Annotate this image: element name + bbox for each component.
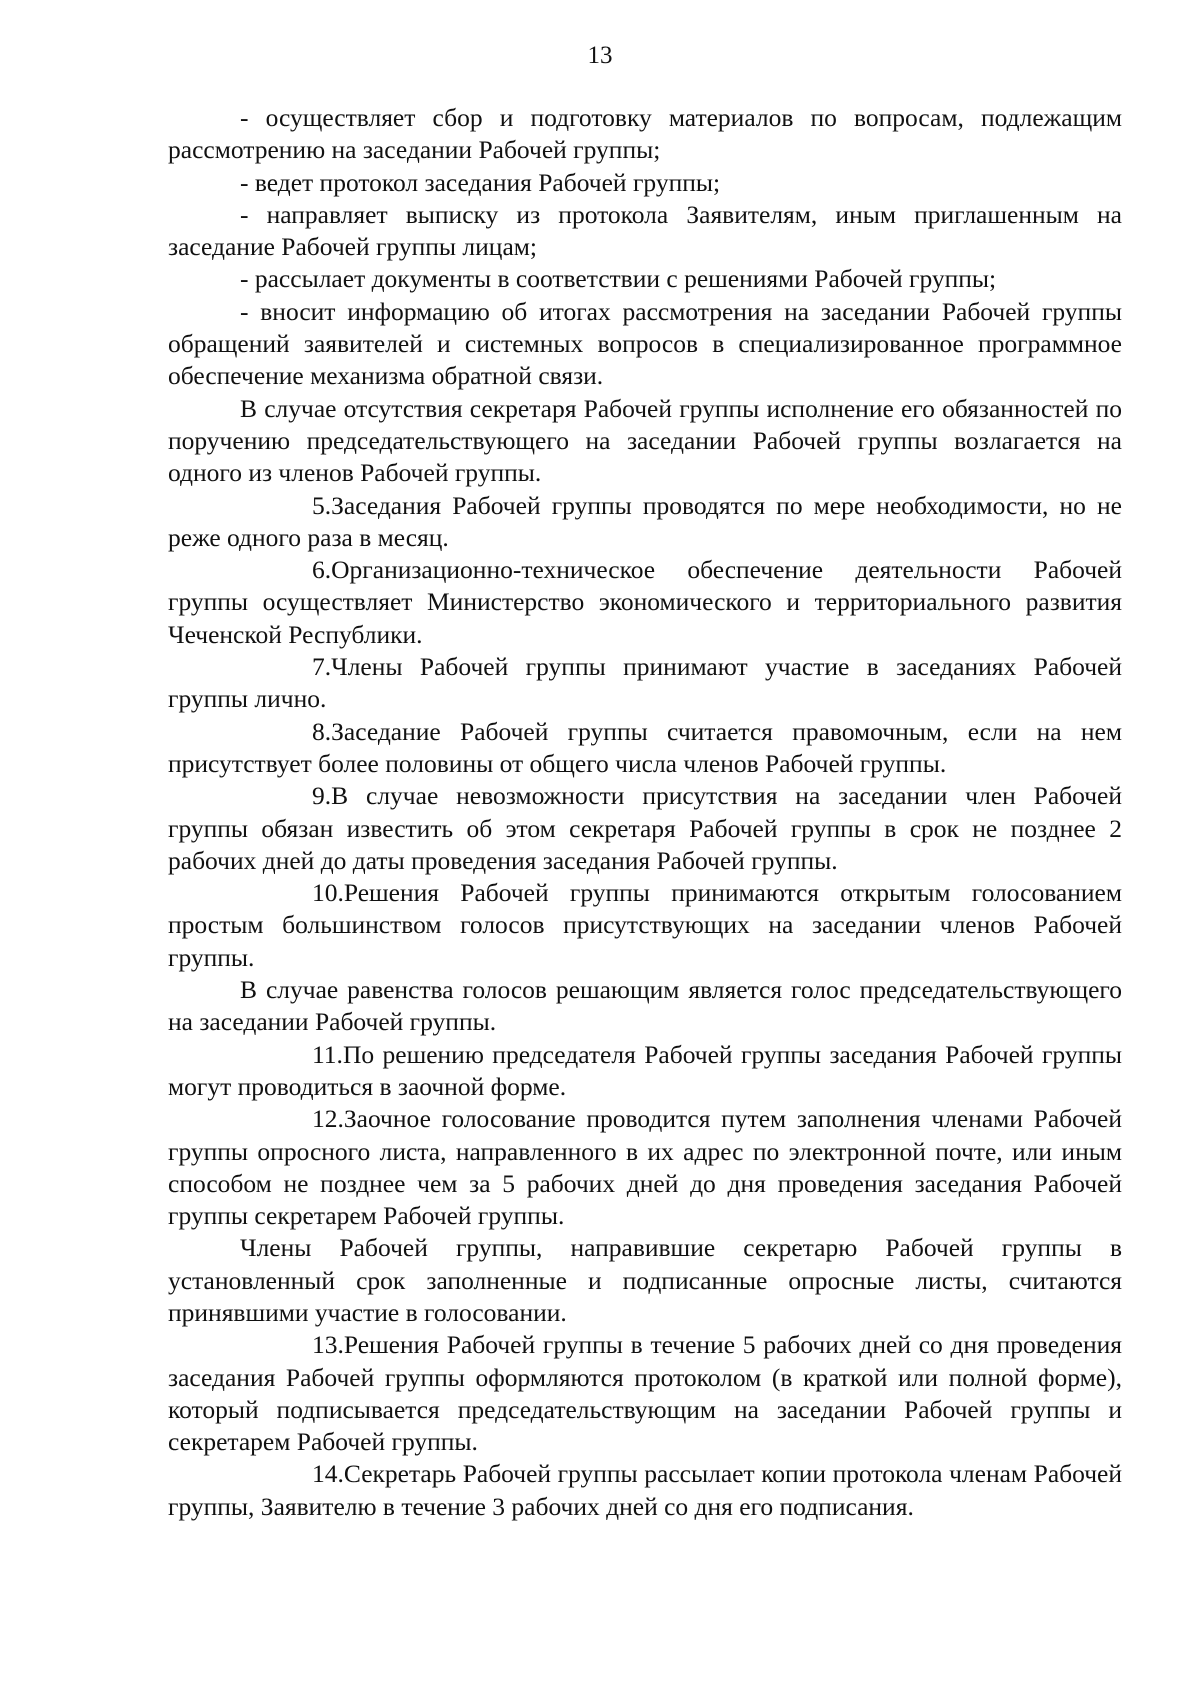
page-number: 13	[587, 42, 613, 69]
paragraph-number: 13.	[312, 1330, 344, 1360]
document-body	[168, 102, 1122, 1523]
paragraph	[168, 716, 1122, 781]
paragraph	[168, 1329, 1122, 1458]
paragraph-number: 6.	[312, 555, 332, 585]
paragraph	[168, 780, 1122, 877]
paragraph-text: - вносит информацию об итогах рассмотрения на заседании Рабочей группы обращений заявителей и системных вопросов в специализированное программное обеспечение механизма обратной связи.	[168, 296, 1122, 391]
paragraph-text: Организационно-техническое обеспечение деятельности Рабочей группы осуществляет Министерство экономического и территориального развития Чеченской Республики.	[168, 555, 1122, 649]
paragraph-text: - осуществляет сбор и подготовку материалов по вопросам, подлежащим рассмотрению на заседании Рабочей группы;	[168, 103, 1122, 165]
paragraph	[168, 102, 1122, 167]
paragraph-number: 7.	[312, 652, 332, 682]
paragraph	[168, 490, 1122, 555]
paragraph-text: Заочное голосование проводится путем заполнения членами Рабочей группы опросного листа, направленного в их адрес по электронной почте, или иным способом не позднее чем за 5 рабочих дней до дня проведения заседания Рабочей группы секретарем Рабочей группы.	[168, 1104, 1122, 1231]
paragraph	[168, 263, 1122, 295]
paragraph	[168, 1458, 1122, 1523]
paragraph-text: Заседания Рабочей группы проводятся по мере необходимости, но не реже одного раза в месяц.	[168, 490, 1122, 552]
paragraph-text: - направляет выписку из протокола Заявителям, иным приглашенным на заседание Рабочей группы лицам;	[168, 199, 1122, 262]
paragraph-text: По решению председателя Рабочей группы заседания Рабочей группы могут проводиться в заочной форме.	[168, 1039, 1122, 1101]
paragraph	[168, 974, 1122, 1039]
paragraph-number: 14.	[312, 1459, 344, 1489]
paragraph	[168, 877, 1122, 974]
paragraph-text: В случае отсутствия секретаря Рабочей группы исполнение его обязанностей по поручению председательствующего на заседании Рабочей группы возлагается на одного из членов Рабочей группы.	[168, 393, 1122, 488]
paragraph-text: - ведет протокол заседания Рабочей группы;	[240, 167, 721, 197]
paragraph	[168, 167, 1122, 199]
paragraph-text: В случае невозможности присутствия на заседании член Рабочей группы обязан известить об этом секретаря Рабочей группы в срок не позднее 2 рабочих дней до даты проведения заседания Рабочей группы.	[168, 781, 1122, 875]
paragraph-text: Секретарь Рабочей группы рассылает копии протокола членам Рабочей группы, Заявителю в течение 3 рабочих дней со дня его подписания.	[168, 1459, 1122, 1521]
paragraph-text: Члены Рабочей группы, направившие секретарю Рабочей группы в установленный срок заполненные и подписанные опросные листы, считаются принявшими участие в голосовании.	[168, 1233, 1122, 1327]
paragraph-number: 9.	[312, 781, 332, 811]
paragraph-text: - рассылает документы в соответствии с решениями Рабочей группы;	[240, 264, 997, 294]
paragraph-text: Члены Рабочей группы принимают участие в заседаниях Рабочей группы лично.	[168, 652, 1122, 714]
paragraph-number: 10.	[312, 878, 344, 908]
paragraph	[168, 1039, 1122, 1104]
paragraph-number: 11.	[312, 1039, 343, 1069]
paragraph-text: Заседание Рабочей группы считается правомочным, если на нем присутствует более половины от общего числа членов Рабочей группы.	[168, 716, 1122, 778]
paragraph-text: Решения Рабочей группы в течение 5 рабочих дней со дня проведения заседания Рабочей группы оформляются протоколом (в краткой или полной форме), который подписывается председательствующим на заседании Рабочей группы и секретарем Рабочей группы.	[168, 1330, 1122, 1457]
paragraph	[168, 393, 1122, 490]
paragraph-number: 5.	[312, 490, 332, 520]
paragraph	[168, 1232, 1122, 1329]
paragraph	[168, 554, 1122, 651]
paragraph-number: 8.	[312, 716, 332, 746]
paragraph	[168, 651, 1122, 716]
paragraph	[168, 199, 1122, 264]
paragraph-text: Решения Рабочей группы принимаются открытым голосованием простым большинством голосов присутствующих на заседании членов Рабочей группы.	[168, 878, 1122, 972]
paragraph	[168, 296, 1122, 393]
paragraph-text: В случае равенства голосов решающим является голос председательствующего на заседании Рабочей группы.	[168, 975, 1122, 1037]
paragraph-number: 12.	[312, 1104, 344, 1134]
paragraph	[168, 1103, 1122, 1232]
